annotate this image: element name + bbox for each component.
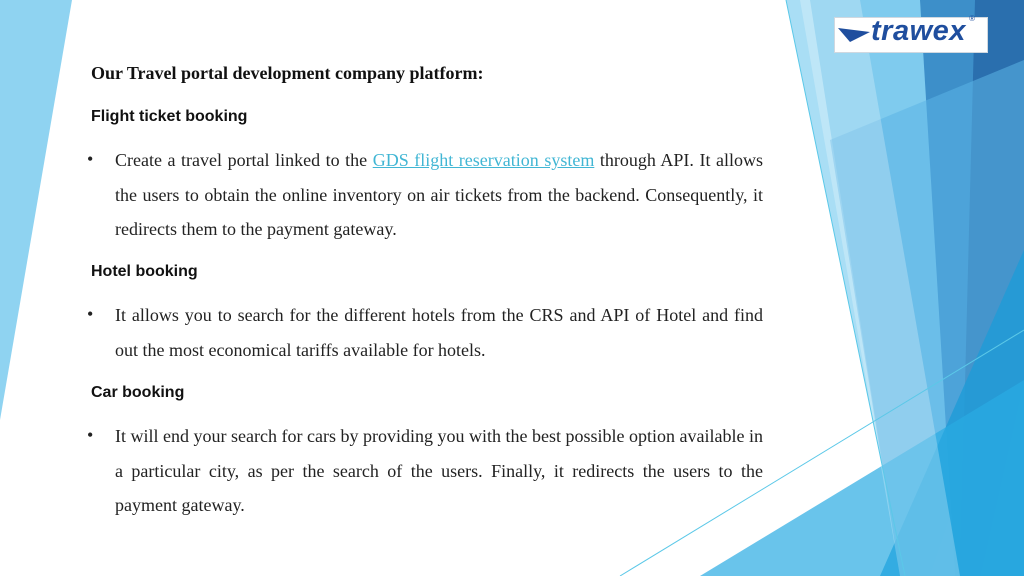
company-logo (834, 14, 988, 53)
section-heading-car: Car booking (91, 384, 185, 401)
flight-text-before: Create a travel portal linked to the (115, 150, 373, 170)
bullet-icon: • (87, 304, 94, 324)
section-text-car: It will end your search for cars by providing you with the best possible option available in a particular city, as per the search of the users. Finally, it redirects the users to the payment gateway. (115, 426, 763, 515)
page-title: Our Travel portal development company platform: (91, 63, 484, 83)
section-text-flight (115, 143, 763, 247)
section-heading-flight: Flight ticket booking (91, 108, 248, 125)
logo-text: trawex (871, 15, 966, 47)
gds-link[interactable]: GDS flight reservation system (372, 150, 595, 170)
section-heading-hotel: Hotel booking (91, 263, 198, 280)
bullet-icon: • (87, 149, 94, 169)
flight-text-after: through API. It allows the users to obtain the online inventory on air tickets from the backend. Consequently, it redirects them to the payment gateway. (115, 150, 763, 239)
section-text-hotel: It allows you to search for the different hotels from the CRS and API of Hotel and find out the most economical tariffs available for hotels. (115, 305, 763, 360)
plane-icon (838, 28, 870, 42)
bullet-icon: • (87, 425, 94, 445)
registered-mark: ® (969, 14, 975, 23)
